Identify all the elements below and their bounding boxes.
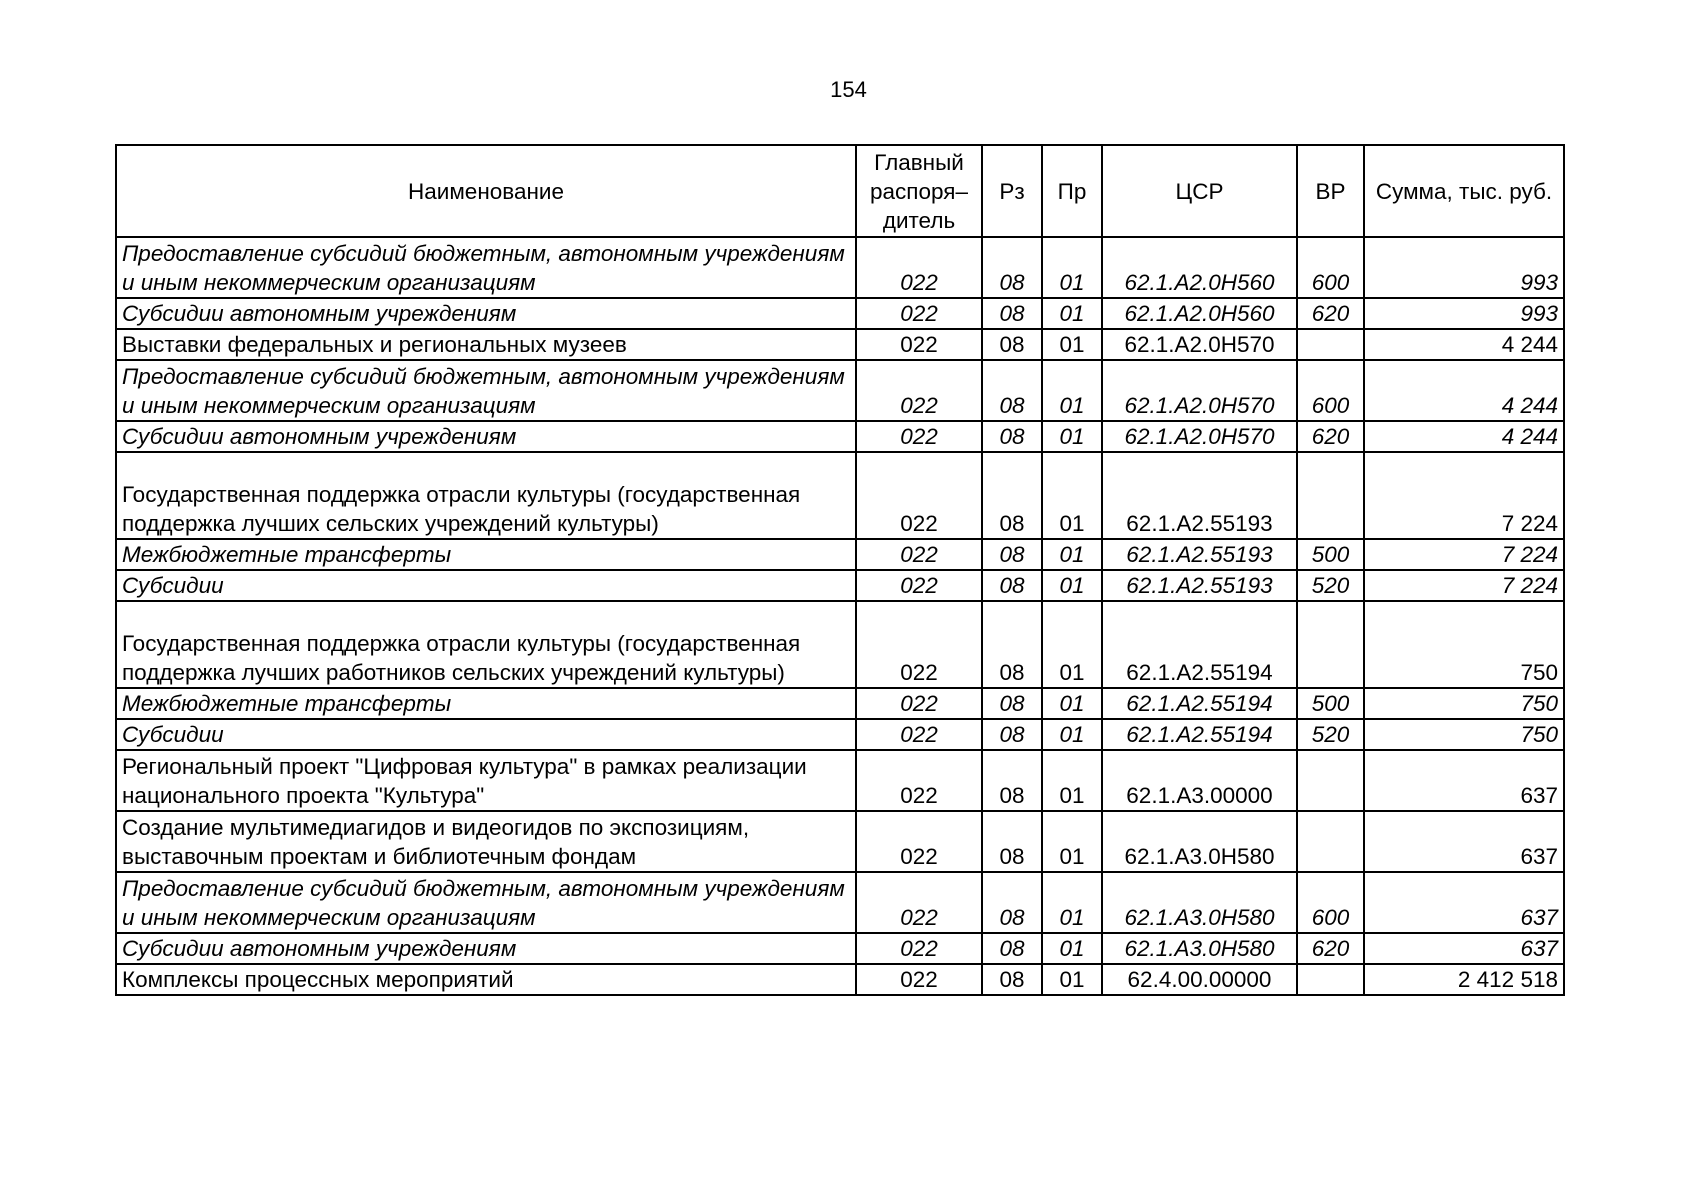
cell-vr: 600 (1297, 360, 1364, 421)
cell-manager: 022 (856, 719, 982, 750)
cell-rz: 08 (982, 601, 1042, 688)
cell-rz: 08 (982, 539, 1042, 570)
cell-csr: 62.1.А2.55193 (1102, 539, 1297, 570)
table-row (116, 421, 1564, 452)
header-sum: Сумма, тыс. руб. (1364, 145, 1564, 237)
cell-name: Создание мультимедиагидов и видеогидов по экспозициям, выставочным проектам и библиотечным фондам (116, 811, 856, 872)
cell-csr: 62.1.А3.0Н580 (1102, 872, 1297, 933)
table-row (116, 452, 1564, 539)
cell-vr: 620 (1297, 298, 1364, 329)
cell-rz: 08 (982, 719, 1042, 750)
cell-sum: 750 (1364, 719, 1564, 750)
cell-sum: 637 (1364, 933, 1564, 964)
cell-pr: 01 (1042, 421, 1102, 452)
cell-sum: 7 224 (1364, 452, 1564, 539)
table-row (116, 360, 1564, 421)
cell-pr: 01 (1042, 237, 1102, 298)
cell-name: Субсидии автономным учреждениям (116, 933, 856, 964)
cell-pr: 01 (1042, 539, 1102, 570)
table-row (116, 964, 1564, 995)
cell-csr: 62.1.А2.0Н560 (1102, 237, 1297, 298)
cell-name: Региональный проект "Цифровая культура" в рамках реализации национального проекта "Культура" (116, 750, 856, 811)
cell-manager: 022 (856, 872, 982, 933)
cell-csr: 62.1.А2.55194 (1102, 719, 1297, 750)
cell-name: Субсидии автономным учреждениям (116, 298, 856, 329)
cell-rz: 08 (982, 421, 1042, 452)
cell-name: Государственная поддержка отрасли культуры (государственная поддержка лучших сельских учреждений культуры) (116, 452, 856, 539)
cell-vr: 600 (1297, 237, 1364, 298)
cell-pr: 01 (1042, 329, 1102, 360)
table-row (116, 872, 1564, 933)
cell-sum: 7 224 (1364, 539, 1564, 570)
cell-sum: 637 (1364, 811, 1564, 872)
cell-csr: 62.1.А2.55194 (1102, 601, 1297, 688)
table-row (116, 237, 1564, 298)
header-name: Наименование (116, 145, 856, 237)
cell-name: Предоставление субсидий бюджетным, автономным учреждениям и иным некоммерческим организациям (116, 872, 856, 933)
cell-manager: 022 (856, 601, 982, 688)
cell-manager: 022 (856, 933, 982, 964)
cell-pr: 01 (1042, 750, 1102, 811)
cell-vr (1297, 452, 1364, 539)
table-row (116, 329, 1564, 360)
cell-manager: 022 (856, 539, 982, 570)
cell-name: Межбюджетные трансферты (116, 688, 856, 719)
header-csr: ЦСР (1102, 145, 1297, 237)
cell-rz: 08 (982, 237, 1042, 298)
table-row (116, 750, 1564, 811)
cell-rz: 08 (982, 329, 1042, 360)
cell-vr: 500 (1297, 539, 1364, 570)
cell-csr: 62.1.А3.00000 (1102, 750, 1297, 811)
cell-vr: 620 (1297, 421, 1364, 452)
cell-pr: 01 (1042, 298, 1102, 329)
cell-manager: 022 (856, 237, 982, 298)
cell-sum: 993 (1364, 298, 1564, 329)
cell-manager: 022 (856, 688, 982, 719)
table-row (116, 570, 1564, 601)
cell-name: Межбюджетные трансферты (116, 539, 856, 570)
header-vr: ВР (1297, 145, 1364, 237)
header-manager: Главный распоря– дитель (856, 145, 982, 237)
cell-vr: 520 (1297, 570, 1364, 601)
cell-pr: 01 (1042, 811, 1102, 872)
table-row (116, 601, 1564, 688)
cell-csr: 62.1.А2.0Н560 (1102, 298, 1297, 329)
cell-rz: 08 (982, 688, 1042, 719)
table-row (116, 933, 1564, 964)
cell-name: Предоставление субсидий бюджетным, автономным учреждениям и иным некоммерческим организациям (116, 360, 856, 421)
cell-vr: 520 (1297, 719, 1364, 750)
cell-vr: 600 (1297, 872, 1364, 933)
cell-sum: 750 (1364, 688, 1564, 719)
cell-rz: 08 (982, 811, 1042, 872)
cell-rz: 08 (982, 298, 1042, 329)
table-row (116, 688, 1564, 719)
table-row (116, 539, 1564, 570)
cell-vr: 500 (1297, 688, 1364, 719)
cell-manager: 022 (856, 750, 982, 811)
cell-rz: 08 (982, 750, 1042, 811)
cell-pr: 01 (1042, 570, 1102, 601)
cell-rz: 08 (982, 452, 1042, 539)
cell-csr: 62.1.А2.0Н570 (1102, 421, 1297, 452)
cell-sum: 993 (1364, 237, 1564, 298)
cell-pr: 01 (1042, 872, 1102, 933)
cell-vr (1297, 601, 1364, 688)
header-rz: Рз (982, 145, 1042, 237)
cell-name: Государственная поддержка отрасли культуры (государственная поддержка лучших работников сельских учреждений культуры) (116, 601, 856, 688)
cell-manager: 022 (856, 964, 982, 995)
cell-name: Предоставление субсидий бюджетным, автономным учреждениям и иным некоммерческим организациям (116, 237, 856, 298)
cell-sum: 637 (1364, 750, 1564, 811)
cell-rz: 08 (982, 570, 1042, 601)
cell-manager: 022 (856, 298, 982, 329)
cell-name: Субсидии (116, 719, 856, 750)
cell-manager: 022 (856, 360, 982, 421)
cell-rz: 08 (982, 872, 1042, 933)
cell-manager: 022 (856, 329, 982, 360)
cell-rz: 08 (982, 964, 1042, 995)
cell-sum: 7 224 (1364, 570, 1564, 601)
cell-vr: 620 (1297, 933, 1364, 964)
cell-csr: 62.1.А2.0Н570 (1102, 360, 1297, 421)
cell-manager: 022 (856, 811, 982, 872)
cell-vr (1297, 811, 1364, 872)
table-row (116, 811, 1564, 872)
cell-vr (1297, 329, 1364, 360)
cell-pr: 01 (1042, 601, 1102, 688)
cell-sum: 750 (1364, 601, 1564, 688)
cell-vr (1297, 964, 1364, 995)
cell-manager: 022 (856, 570, 982, 601)
cell-csr: 62.1.А3.0Н580 (1102, 811, 1297, 872)
cell-csr: 62.1.А2.0Н570 (1102, 329, 1297, 360)
cell-csr: 62.4.00.00000 (1102, 964, 1297, 995)
header-pr: Пр (1042, 145, 1102, 237)
cell-csr: 62.1.А2.55194 (1102, 688, 1297, 719)
cell-csr: 62.1.А3.0Н580 (1102, 933, 1297, 964)
cell-name: Субсидии автономным учреждениям (116, 421, 856, 452)
budget-table (115, 144, 1565, 996)
table-row (116, 719, 1564, 750)
cell-name: Выставки федеральных и региональных музеев (116, 329, 856, 360)
cell-pr: 01 (1042, 360, 1102, 421)
cell-vr (1297, 750, 1364, 811)
table-header-row (116, 145, 1564, 237)
cell-rz: 08 (982, 360, 1042, 421)
cell-sum: 4 244 (1364, 360, 1564, 421)
cell-sum: 637 (1364, 872, 1564, 933)
cell-csr: 62.1.А2.55193 (1102, 452, 1297, 539)
cell-pr: 01 (1042, 452, 1102, 539)
cell-pr: 01 (1042, 688, 1102, 719)
table-row (116, 298, 1564, 329)
cell-manager: 022 (856, 452, 982, 539)
cell-pr: 01 (1042, 933, 1102, 964)
cell-pr: 01 (1042, 964, 1102, 995)
page-number: 154 (830, 77, 867, 102)
cell-csr: 62.1.А2.55193 (1102, 570, 1297, 601)
cell-name: Комплексы процессных мероприятий (116, 964, 856, 995)
cell-sum: 4 244 (1364, 329, 1564, 360)
cell-pr: 01 (1042, 719, 1102, 750)
cell-sum: 2 412 518 (1364, 964, 1564, 995)
cell-rz: 08 (982, 933, 1042, 964)
cell-name: Субсидии (116, 570, 856, 601)
cell-sum: 4 244 (1364, 421, 1564, 452)
cell-manager: 022 (856, 421, 982, 452)
